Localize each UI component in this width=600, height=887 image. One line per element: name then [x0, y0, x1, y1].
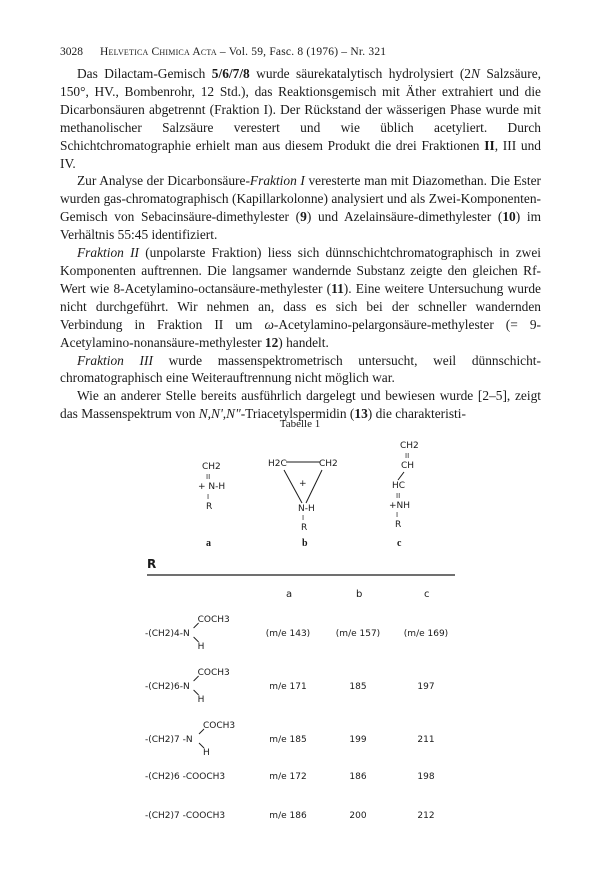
journal-issue: – Vol. 59, Fasc. 8 (1976) – Nr. 321	[216, 46, 387, 58]
text-run: 13	[354, 406, 368, 422]
row-group: -(CH2)4-N	[145, 629, 190, 639]
text-run: ) die charakteristi-	[367, 406, 466, 422]
struct-b-bond: I	[302, 514, 305, 522]
cell-a: m/e 171	[269, 682, 307, 692]
cell-b: 200	[349, 811, 367, 821]
col-header-a: a	[286, 589, 293, 600]
row-group: -(CH2)7 -N	[145, 735, 193, 745]
text-run: wurde massenspektrometrisch untersucht, weil dünnschicht-chromatographisch eine Weiterauftrennung nicht möglich war.	[60, 352, 541, 386]
text-run: -Acetylamino-pelargonsäure-methylester (= 9-Acetylamino-nonansäure-methylester	[60, 316, 541, 350]
table-caption: Tabelle 1	[279, 418, 321, 430]
text-run: ) und Azelainsäure-dimethylester (	[306, 209, 503, 225]
text-run: Fraktion III	[77, 352, 153, 368]
cell-b: 186	[349, 772, 367, 782]
text-run: 9	[300, 209, 307, 225]
row-acyl: COCH3	[197, 668, 230, 678]
text-run: -Triacetylspermidin (	[240, 406, 355, 422]
text-run: Wie an anderer Stelle bereits ausführlich dargelegt und bewiesen wurde [2–5], zeigt das Massenspektrum von	[60, 388, 541, 422]
row-group: -(CH2)7 -COOCH3	[145, 811, 226, 821]
table-row	[145, 811, 435, 821]
struct-b-bond-right	[306, 470, 322, 503]
struct-a-ch2: CH2	[202, 462, 221, 472]
col-header-c: c	[424, 589, 430, 600]
cell-a: m/e 172	[269, 772, 307, 782]
text-run: ) handelt.	[278, 334, 329, 350]
text-run: , III und IV.	[60, 137, 541, 171]
text-run: Fraktion I	[249, 173, 305, 189]
text-run: ) im Verhältnis 55:45 identifiziert.	[60, 209, 541, 243]
row-h: H	[197, 642, 205, 652]
text-run: 12	[264, 334, 279, 350]
cell-a: (m/e 143)	[265, 629, 311, 639]
text-run: 5/6/7/8	[211, 66, 250, 81]
struct-c-bond: I	[396, 511, 399, 519]
struct-c-label: c	[397, 538, 402, 549]
struct-c-ch: CH	[401, 461, 415, 471]
page-number: 3028	[60, 46, 83, 58]
struct-c-nh: +NH	[389, 501, 411, 511]
cell-b: (m/e 157)	[335, 629, 381, 639]
struct-a-nh: + N-H	[198, 482, 226, 492]
struct-c-ch2: CH2	[400, 441, 419, 451]
struct-c-bond-diag	[398, 472, 404, 480]
cell-c: 211	[417, 735, 435, 745]
struct-b-h2c: H2C	[268, 459, 287, 469]
structure-a	[198, 462, 225, 549]
cell-c: (m/e 169)	[403, 629, 449, 639]
struct-b-plus: +	[299, 479, 307, 489]
text-run: Das Dilactam-Gemisch	[77, 66, 212, 81]
cell-a: m/e 185	[269, 735, 307, 745]
text-run: II	[484, 137, 495, 153]
text-run: (unpolarste Fraktion) liess sich dünnschichtchromatographisch in zwei Komponenten auftrennen. Die langsamer wandernde Substanz zeigte den gleichen Rf-Wert wie 8-Acetylamino-octansäure-methylester (	[60, 245, 541, 296]
struct-c-double-bond-1: II	[405, 452, 410, 460]
struct-a-bond: I	[207, 493, 210, 501]
struct-b-ch2: CH2	[319, 459, 338, 469]
text-run: veresterte man mit Diazomethan. Die Ester wurden gas-chromatographisch (Kapillarkolonne) analysiert und als Zwei-Komponenten-Gemisch von Sebacinsäure-dimethylester (	[60, 173, 542, 225]
text-run: Zur Analyse der Dicarbonsäure-	[77, 173, 250, 189]
col-header-b: b	[356, 589, 363, 600]
journal-name: Helvetica Chimica Acta	[100, 46, 217, 58]
text-run: N,N',N"	[198, 406, 241, 422]
row-acyl: COCH3	[197, 615, 230, 625]
table-row	[145, 615, 448, 652]
struct-a-label: a	[206, 538, 211, 549]
r-label: R	[147, 557, 157, 571]
cell-c: 198	[417, 772, 435, 782]
cell-b: 185	[349, 682, 367, 692]
struct-a-double-bond: II	[206, 473, 211, 481]
text-run: 11	[331, 280, 344, 296]
row-h: H	[203, 748, 210, 758]
structure-b	[268, 459, 338, 549]
text-run: 10	[502, 209, 516, 225]
struct-b-label: b	[302, 538, 308, 549]
row-h: H	[197, 695, 205, 705]
text-run: Fraktion II	[77, 245, 139, 261]
struct-a-r: R	[206, 502, 213, 512]
text-run: wurde säurekatalytisch hydrolysiert (2	[249, 66, 471, 81]
text-run: ω	[264, 316, 274, 332]
text-run: ). Eine weitere Untersuchung wurde nicht durchgeführt. Wir nehmen an, dass es sich bei der schneller wandernden Verbindung in Fraktion II um	[60, 280, 541, 332]
struct-c-double-bond-2: II	[396, 492, 401, 500]
struct-b-nh: N-H	[298, 504, 315, 514]
text-run: N	[471, 66, 480, 81]
cell-a: m/e 186	[269, 811, 307, 821]
structure-c	[389, 441, 419, 549]
row-acyl: COCH3	[203, 721, 236, 731]
table-row	[145, 721, 435, 758]
table-rows	[145, 615, 448, 821]
cell-c: 197	[417, 682, 435, 692]
table-row	[145, 772, 435, 782]
struct-b-r: R	[301, 523, 308, 533]
cell-c: 212	[417, 811, 435, 821]
row-group: -(CH2)6 -COOCH3	[145, 772, 226, 782]
cell-b: 199	[349, 735, 367, 745]
struct-c-hc: HC	[392, 481, 406, 491]
text-run: Salzsäure, 150°, HV., Bombenrohr, 12 Std.), das Reaktionsgemisch mit Äther extrahiert und die Dicarbonsäuren abgetrennt (Fraktion I). Der Rückstand der wässerigen Phase wurde mit methanolischer Salzsäure verestert und wie üblich acetyliert. Durch Schichtchromatographie erhielt man aus diesem Produkt die drei Fraktionen	[60, 66, 542, 153]
row-group: -(CH2)6-N	[145, 682, 190, 692]
table-row	[145, 668, 435, 705]
struct-c-r: R	[395, 520, 402, 530]
